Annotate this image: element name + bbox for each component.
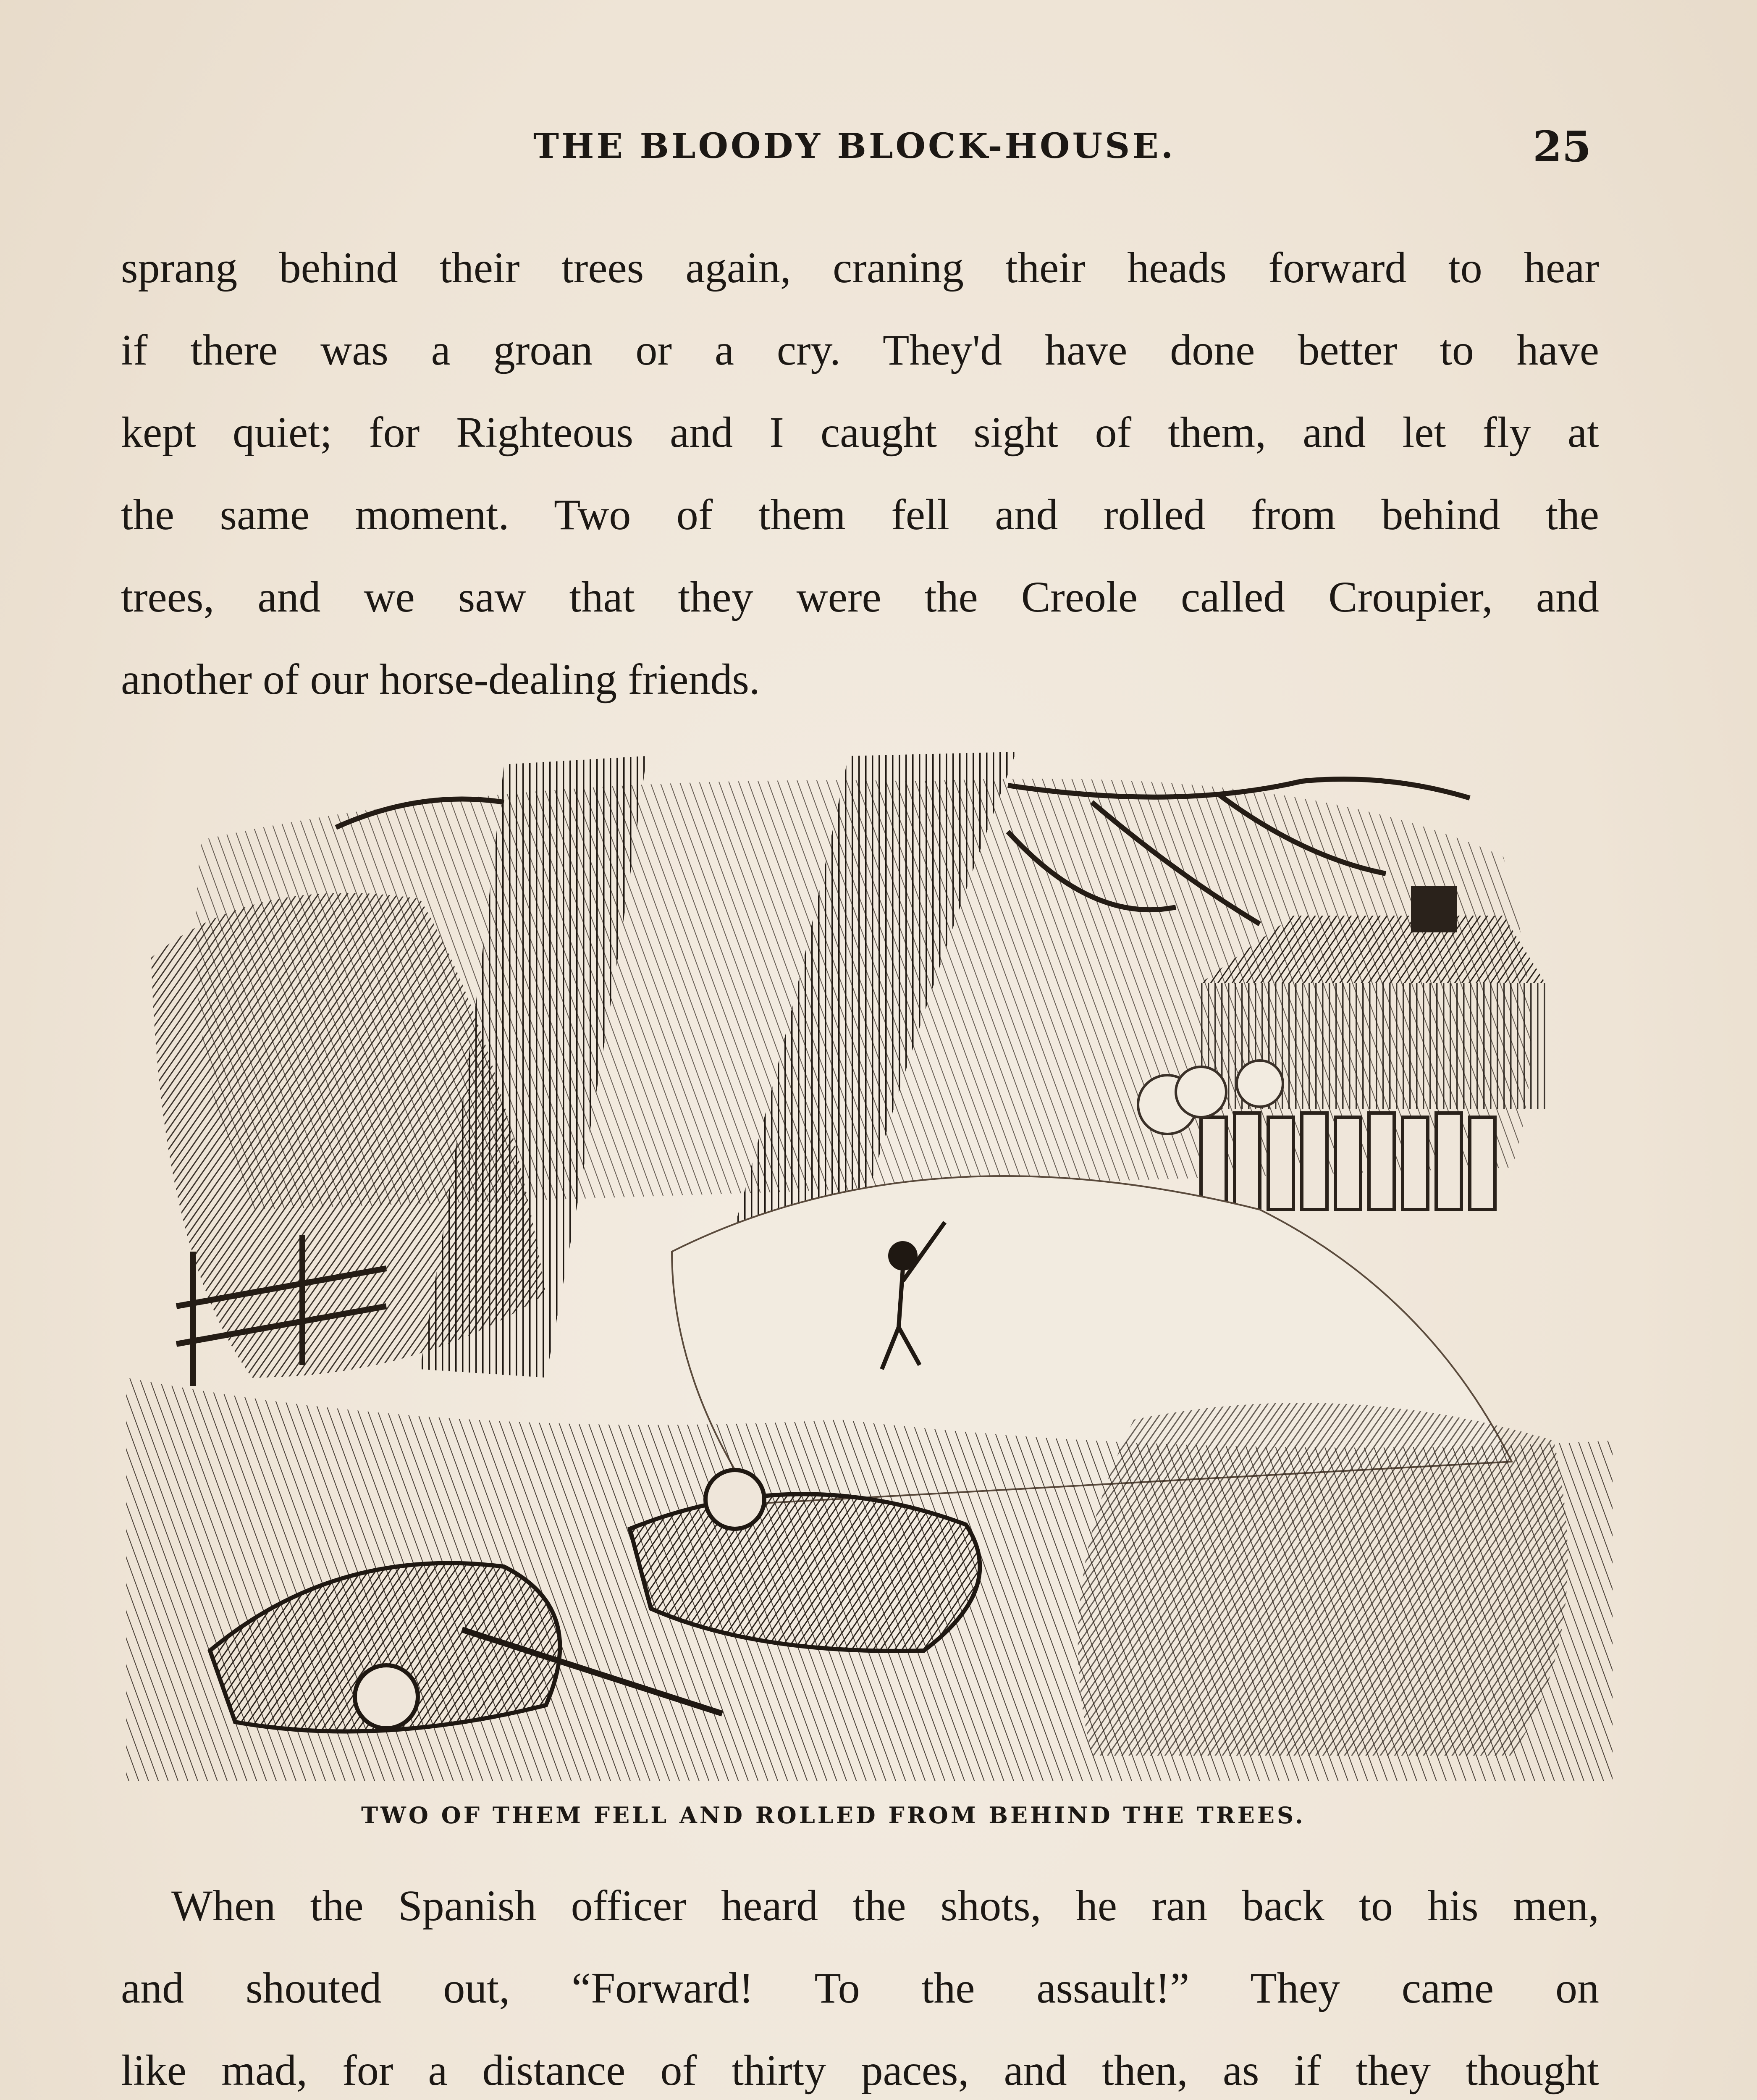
running-head: THE BLOODY BLOCK-HOUSE. (533, 126, 1176, 166)
text-line: another of our horse-dealing friends. (121, 655, 760, 704)
text-line: When the Spanish officer heard the shots, he ran back to his men, (171, 1882, 1599, 1930)
paragraph-1 (121, 227, 1599, 721)
page-number: 25 (1533, 122, 1592, 171)
text-line: and shouted out, “Forward! To the assault!” They came on (121, 1964, 1599, 2012)
text-line: if there was a groan or a cry. They'd have done better to have (121, 326, 1599, 374)
text-line: sprang behind their trees again, craning their heads forward to hear (121, 244, 1599, 292)
palisade (1201, 1113, 1495, 1210)
text-line: the same moment. Two of them fell and rolled from behind the (121, 491, 1599, 539)
brush-right (1078, 1403, 1568, 1756)
text-line: kept quiet; for Righteous and I caught sight of them, and let fly at (121, 408, 1599, 457)
body-text (121, 1865, 1599, 2100)
woodcut-illustration (126, 748, 1613, 1781)
illustration-caption: TWO OF THEM FELL AND ROLLED FROM BEHIND THE TREES. (361, 1802, 1306, 1829)
text-line: trees, and we saw that they were the Creole called Croupier, and (121, 573, 1599, 621)
text-line: like mad, for a distance of thirty paces, and then, as if they thought (121, 2046, 1599, 2095)
